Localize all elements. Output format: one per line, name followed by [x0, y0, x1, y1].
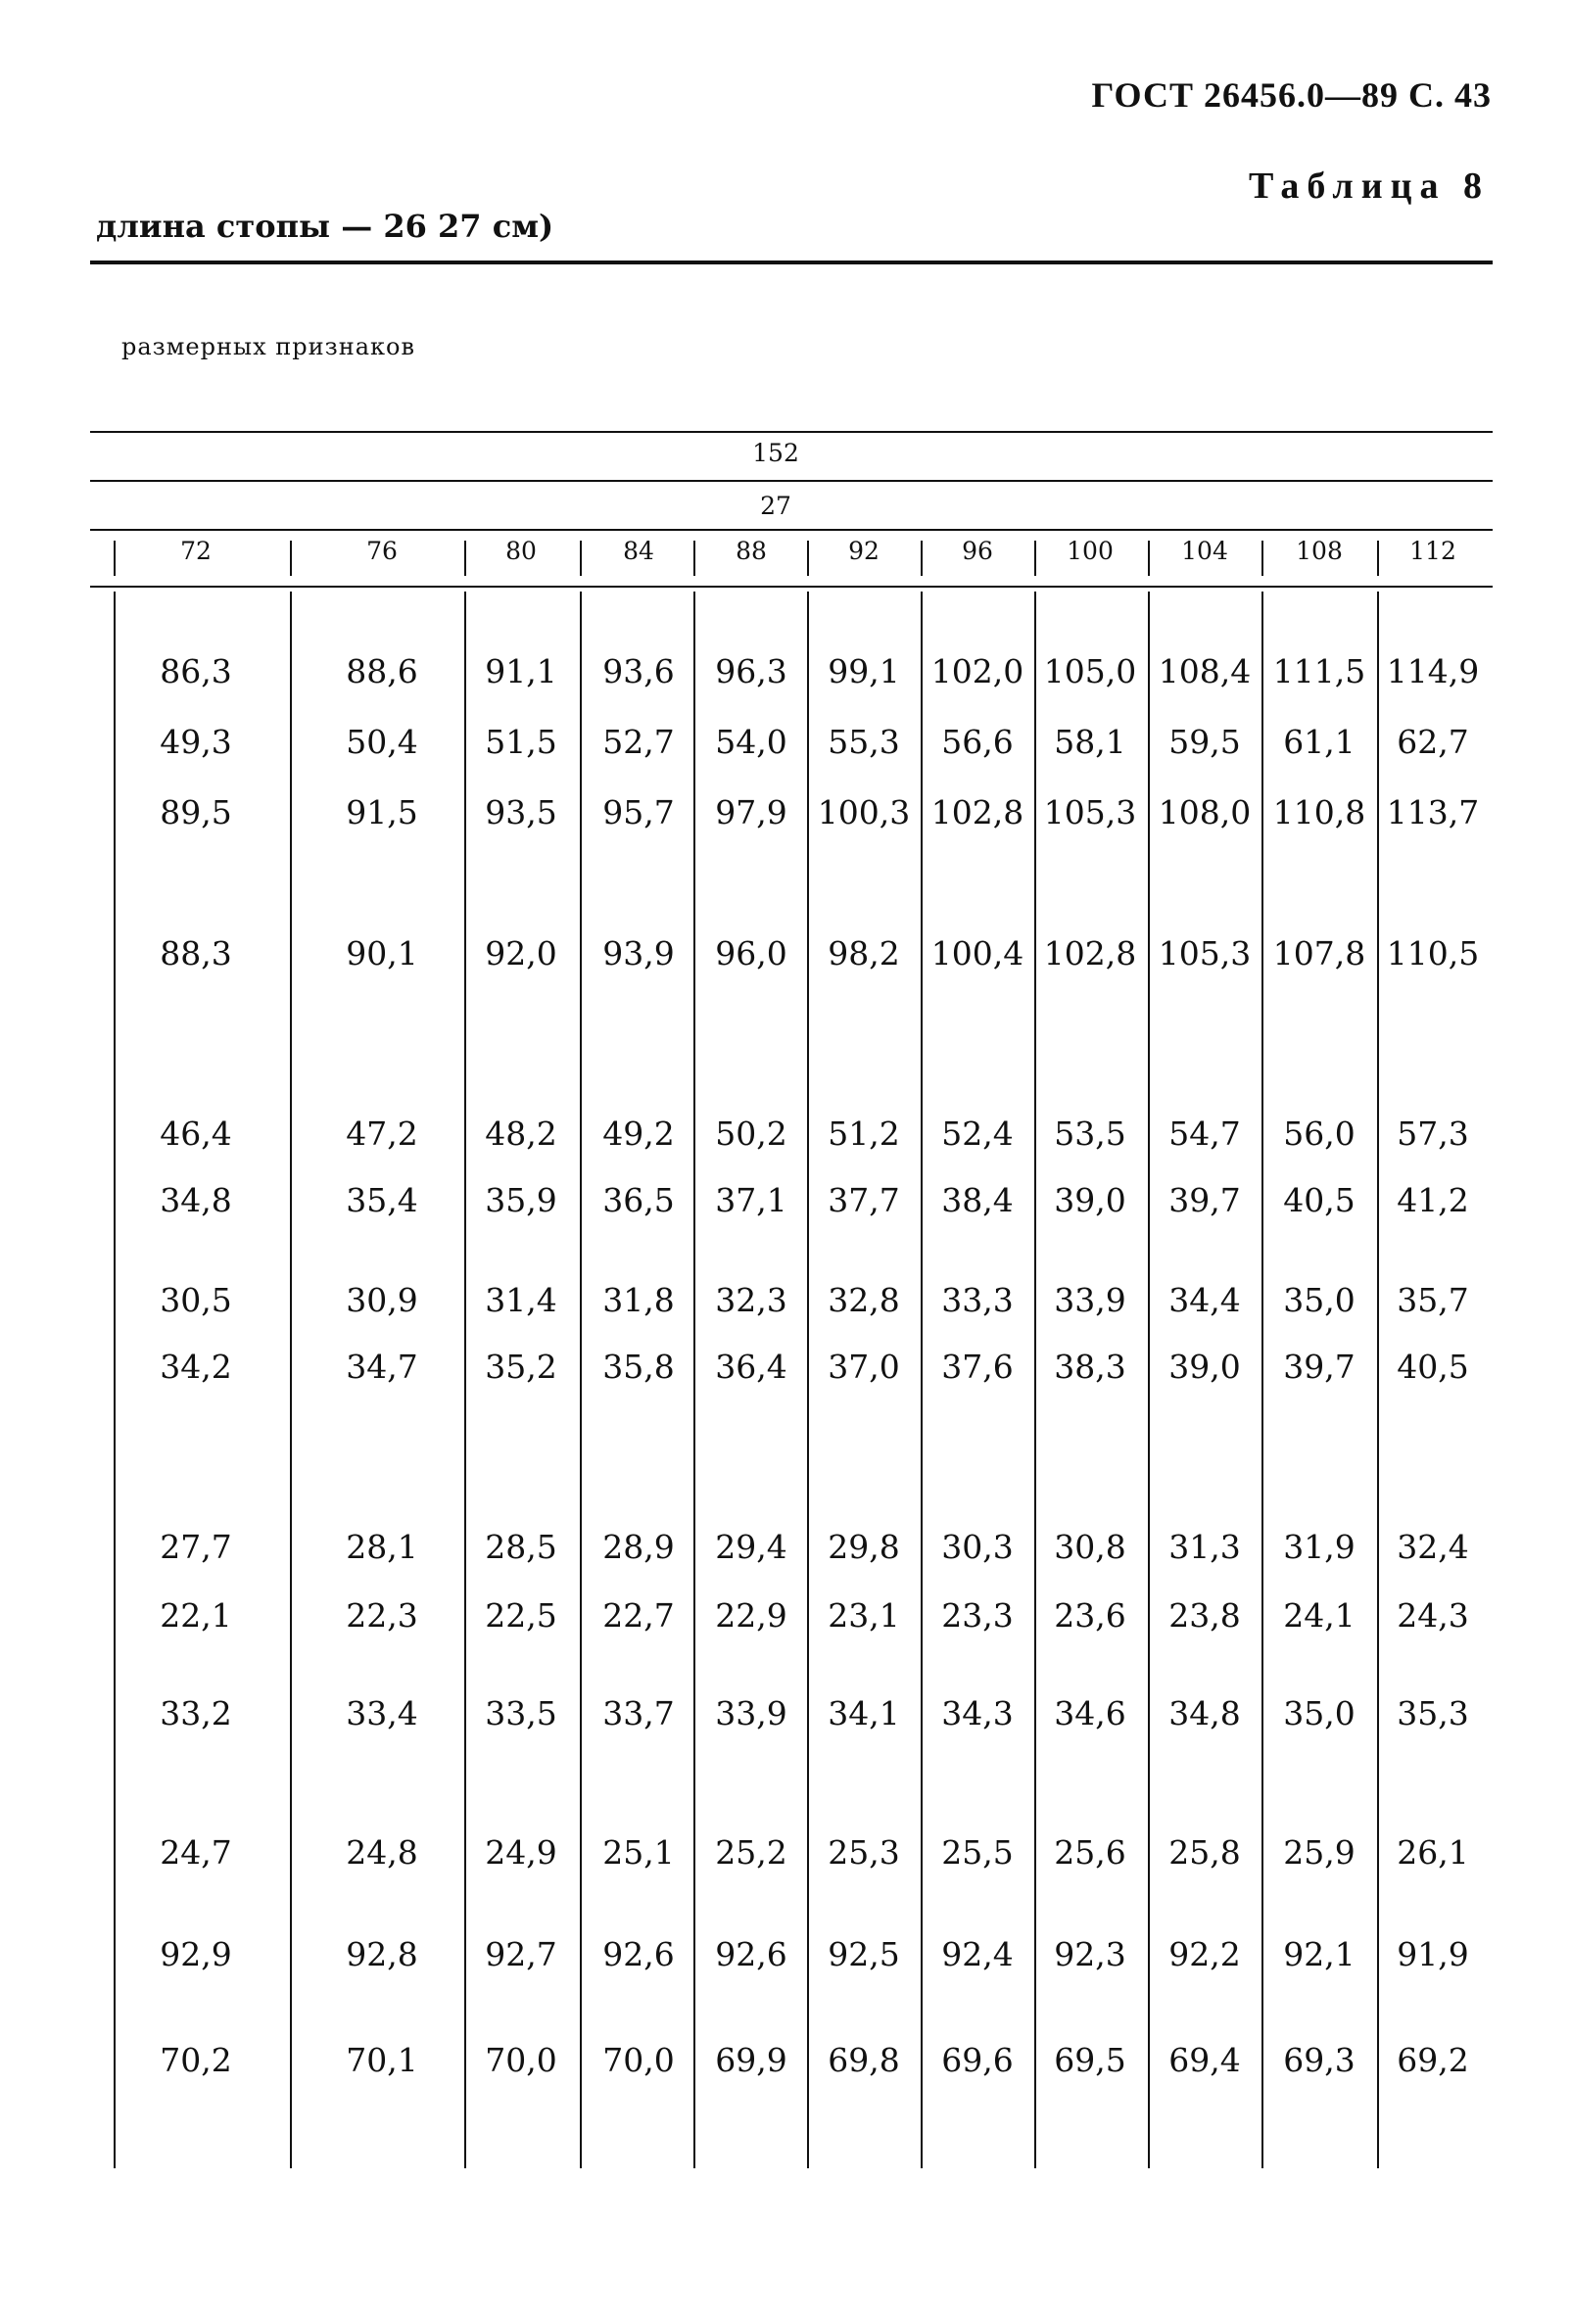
table-cell: 49,3: [160, 723, 232, 761]
table-cell: 33,9: [1054, 1281, 1126, 1319]
table-cell: 69,9: [715, 2041, 787, 2079]
table-cell: 35,8: [602, 1348, 675, 1386]
table-cell: 24,3: [1397, 1596, 1469, 1635]
column-header: 80: [505, 537, 537, 565]
table-cell: 33,9: [715, 1694, 787, 1732]
table-cell: 30,9: [346, 1281, 418, 1319]
table-cell: 36,4: [715, 1348, 787, 1386]
table-cell: 26,1: [1397, 1833, 1469, 1872]
table-cell: 35,2: [485, 1348, 557, 1386]
table-cell: 92,0: [485, 934, 557, 972]
header-column-separator: [693, 541, 695, 576]
table-cell: 37,7: [828, 1181, 900, 1219]
table-cell: 70,1: [346, 2041, 418, 2079]
table-cell: 99,1: [828, 652, 900, 690]
table-cell: 86,3: [160, 652, 232, 690]
table-cell: 100,3: [817, 793, 911, 831]
table-cell: 46,4: [160, 1115, 232, 1153]
table-cell: 28,1: [346, 1528, 418, 1566]
table-cell: 25,5: [941, 1833, 1014, 1872]
table-cell: 23,3: [941, 1596, 1014, 1635]
table-cell: 32,4: [1397, 1528, 1469, 1566]
table-cell: 111,5: [1272, 652, 1366, 690]
table-cell: 70,0: [602, 2041, 675, 2079]
table-cell: 96,3: [715, 652, 787, 690]
table-cell: 89,5: [160, 793, 232, 831]
table-cell: 33,2: [160, 1694, 232, 1732]
table-cell: 22,5: [485, 1596, 557, 1635]
table-cell: 39,7: [1283, 1348, 1356, 1386]
table-cell: 52,4: [941, 1115, 1014, 1153]
table-cell: 31,4: [485, 1281, 557, 1319]
table-cell: 30,3: [941, 1528, 1014, 1566]
table-cell: 28,5: [485, 1528, 557, 1566]
table-cell: 32,3: [715, 1281, 787, 1319]
table-cell: 93,5: [485, 793, 557, 831]
table-cell: 34,6: [1054, 1694, 1126, 1732]
column-header: 96: [962, 537, 993, 565]
table-cell: 57,3: [1397, 1115, 1469, 1153]
table-cell: 108,4: [1158, 652, 1252, 690]
table-cell: 39,0: [1168, 1348, 1241, 1386]
table-cell: 96,0: [715, 934, 787, 972]
table-cell: 114,9: [1386, 652, 1480, 690]
header-rule-2: [90, 480, 1493, 482]
table-cell: 69,5: [1054, 2041, 1126, 2079]
table-cell: 25,9: [1283, 1833, 1356, 1872]
table-cell: 110,8: [1272, 793, 1366, 831]
table-cell: 34,1: [828, 1694, 900, 1732]
table-cell: 93,6: [602, 652, 675, 690]
header-column-separator: [290, 541, 292, 576]
table-cell: 113,7: [1386, 793, 1480, 831]
table-cell: 34,8: [160, 1181, 232, 1219]
table-cell: 107,8: [1272, 934, 1366, 972]
table-cell: 70,2: [160, 2041, 232, 2079]
table-cell: 50,4: [346, 723, 418, 761]
table-cell: 55,3: [828, 723, 900, 761]
table-cell: 105,3: [1158, 934, 1252, 972]
foot-length-label: 27: [760, 492, 791, 520]
table-cell: 35,0: [1283, 1281, 1356, 1319]
table-cell: 29,4: [715, 1528, 787, 1566]
table-cell: 31,8: [602, 1281, 675, 1319]
table-cell: 58,1: [1054, 723, 1126, 761]
table-cell: 54,0: [715, 723, 787, 761]
table-cell: 92,2: [1168, 1935, 1241, 1973]
column-header: 88: [736, 537, 767, 565]
table-cell: 69,6: [941, 2041, 1014, 2079]
table-caption: размерных признаков: [121, 333, 415, 360]
table-cell: 37,6: [941, 1348, 1014, 1386]
header-column-separator: [1034, 541, 1036, 576]
table-cell: 23,6: [1054, 1596, 1126, 1635]
table-cell: 34,4: [1168, 1281, 1241, 1319]
table-cell: 25,1: [602, 1833, 675, 1872]
table-cell: 92,5: [828, 1935, 900, 1973]
table-cell: 27,7: [160, 1528, 232, 1566]
column-header: 108: [1296, 537, 1343, 565]
table-cell: 56,0: [1283, 1115, 1356, 1153]
table-cell: 35,4: [346, 1181, 418, 1219]
table-cell: 102,8: [930, 793, 1024, 831]
table-cell: 34,2: [160, 1348, 232, 1386]
table-cell: 25,8: [1168, 1833, 1241, 1872]
table-cell: 69,2: [1397, 2041, 1469, 2079]
table-cell: 36,5: [602, 1181, 675, 1219]
table-cell: 25,6: [1054, 1833, 1126, 1872]
table-cell: 22,1: [160, 1596, 232, 1635]
table-cell: 35,7: [1397, 1281, 1469, 1319]
header-rule-1: [90, 431, 1493, 433]
table-cell: 56,6: [941, 723, 1014, 761]
table-cell: 22,7: [602, 1596, 675, 1635]
table-cell: 40,5: [1283, 1181, 1356, 1219]
table-cell: 38,4: [941, 1181, 1014, 1219]
table-cell: 92,3: [1054, 1935, 1126, 1973]
table-cell: 24,9: [485, 1833, 557, 1872]
table-cell: 92,4: [941, 1935, 1014, 1973]
table-cell: 90,1: [346, 934, 418, 972]
table-cell: 37,1: [715, 1181, 787, 1219]
table-cell: 31,9: [1283, 1528, 1356, 1566]
table-cell: 92,6: [602, 1935, 675, 1973]
table-cell: 37,0: [828, 1348, 900, 1386]
table-cell: 92,1: [1283, 1935, 1356, 1973]
table-cell: 47,2: [346, 1115, 418, 1153]
table-cell: 33,5: [485, 1694, 557, 1732]
table-cell: 51,2: [828, 1115, 900, 1153]
table-cell: 33,7: [602, 1694, 675, 1732]
table-cell: 54,7: [1168, 1115, 1241, 1153]
table-cell: 53,5: [1054, 1115, 1126, 1153]
column-header: 100: [1067, 537, 1114, 565]
column-header: 72: [180, 537, 212, 565]
table-cell: 24,8: [346, 1833, 418, 1872]
table-cell: 28,9: [602, 1528, 675, 1566]
table-cell: 88,3: [160, 934, 232, 972]
table-cell: 35,9: [485, 1181, 557, 1219]
column-header: 92: [848, 537, 880, 565]
table-cell: 100,4: [930, 934, 1024, 972]
table-cell: 23,8: [1168, 1596, 1241, 1635]
table-cell: 98,2: [828, 934, 900, 972]
table-cell: 91,1: [485, 652, 557, 690]
table-cell: 61,1: [1283, 723, 1356, 761]
header-column-separator: [114, 541, 116, 576]
table-title: Таблица 8: [1248, 166, 1490, 207]
table-cell: 70,0: [485, 2041, 557, 2079]
header-column-separator: [464, 541, 466, 576]
header-column-separator: [921, 541, 923, 576]
table-cell: 102,0: [930, 652, 1024, 690]
table-cell: 52,7: [602, 723, 675, 761]
header-column-separator: [1261, 541, 1263, 576]
table-cell: 29,8: [828, 1528, 900, 1566]
table-cell: 25,3: [828, 1833, 900, 1872]
table-cell: 24,7: [160, 1833, 232, 1872]
column-header: 112: [1409, 537, 1456, 565]
table-cell: 97,9: [715, 793, 787, 831]
body-column-separator: [290, 592, 292, 2168]
table-cell: 105,0: [1043, 652, 1137, 690]
table-cell: 105,3: [1043, 793, 1137, 831]
table-cell: 34,8: [1168, 1694, 1241, 1732]
table-cell: 92,8: [346, 1935, 418, 1973]
table-cell: 102,8: [1043, 934, 1137, 972]
table-cell: 22,9: [715, 1596, 787, 1635]
height-label: 152: [752, 439, 799, 467]
header-column-separator: [580, 541, 582, 576]
table-cell: 31,3: [1168, 1528, 1241, 1566]
table-cell: 38,3: [1054, 1348, 1126, 1386]
table-cell: 48,2: [485, 1115, 557, 1153]
table-cell: 49,2: [602, 1115, 675, 1153]
header-column-separator: [1377, 541, 1379, 576]
table-cell: 108,0: [1158, 793, 1252, 831]
header-column-separator: [807, 541, 809, 576]
table-cell: 91,5: [346, 793, 418, 831]
header-column-separator: [1148, 541, 1150, 576]
table-cell: 35,0: [1283, 1694, 1356, 1732]
table-cell: 93,9: [602, 934, 675, 972]
table-cell: 95,7: [602, 793, 675, 831]
table-cell: 32,8: [828, 1281, 900, 1319]
table-subtitle: длина стопы — 26 27 см): [96, 208, 554, 245]
table-cell: 41,2: [1397, 1181, 1469, 1219]
table-cell: 110,5: [1386, 934, 1480, 972]
body-column-separator: [114, 592, 116, 2168]
table-cell: 59,5: [1168, 723, 1241, 761]
table-cell: 33,4: [346, 1694, 418, 1732]
table-cell: 24,1: [1283, 1596, 1356, 1635]
table-cell: 69,3: [1283, 2041, 1356, 2079]
header-rule-4: [90, 586, 1493, 588]
top-rule: [90, 261, 1493, 264]
header-rule-3: [90, 529, 1493, 531]
table-cell: 30,5: [160, 1281, 232, 1319]
table-cell: 92,9: [160, 1935, 232, 1973]
table-cell: 30,8: [1054, 1528, 1126, 1566]
table-cell: 23,1: [828, 1596, 900, 1635]
column-header: 104: [1181, 537, 1228, 565]
table-cell: 91,9: [1397, 1935, 1469, 1973]
table-cell: 92,6: [715, 1935, 787, 1973]
table-cell: 88,6: [346, 652, 418, 690]
table-cell: 39,0: [1054, 1181, 1126, 1219]
table-cell: 92,7: [485, 1935, 557, 1973]
table-cell: 69,4: [1168, 2041, 1241, 2079]
table-cell: 22,3: [346, 1596, 418, 1635]
table-cell: 34,3: [941, 1694, 1014, 1732]
table-cell: 35,3: [1397, 1694, 1469, 1732]
page-header-doc-ref: ГОСТ 26456.0—89 С. 43: [1091, 75, 1492, 115]
table-cell: 25,2: [715, 1833, 787, 1872]
column-header: 76: [366, 537, 398, 565]
table-cell: 33,3: [941, 1281, 1014, 1319]
table-cell: 39,7: [1168, 1181, 1241, 1219]
table-cell: 69,8: [828, 2041, 900, 2079]
table-cell: 62,7: [1397, 723, 1469, 761]
column-header: 84: [623, 537, 654, 565]
table-cell: 34,7: [346, 1348, 418, 1386]
table-cell: 51,5: [485, 723, 557, 761]
table-cell: 50,2: [715, 1115, 787, 1153]
table-cell: 40,5: [1397, 1348, 1469, 1386]
